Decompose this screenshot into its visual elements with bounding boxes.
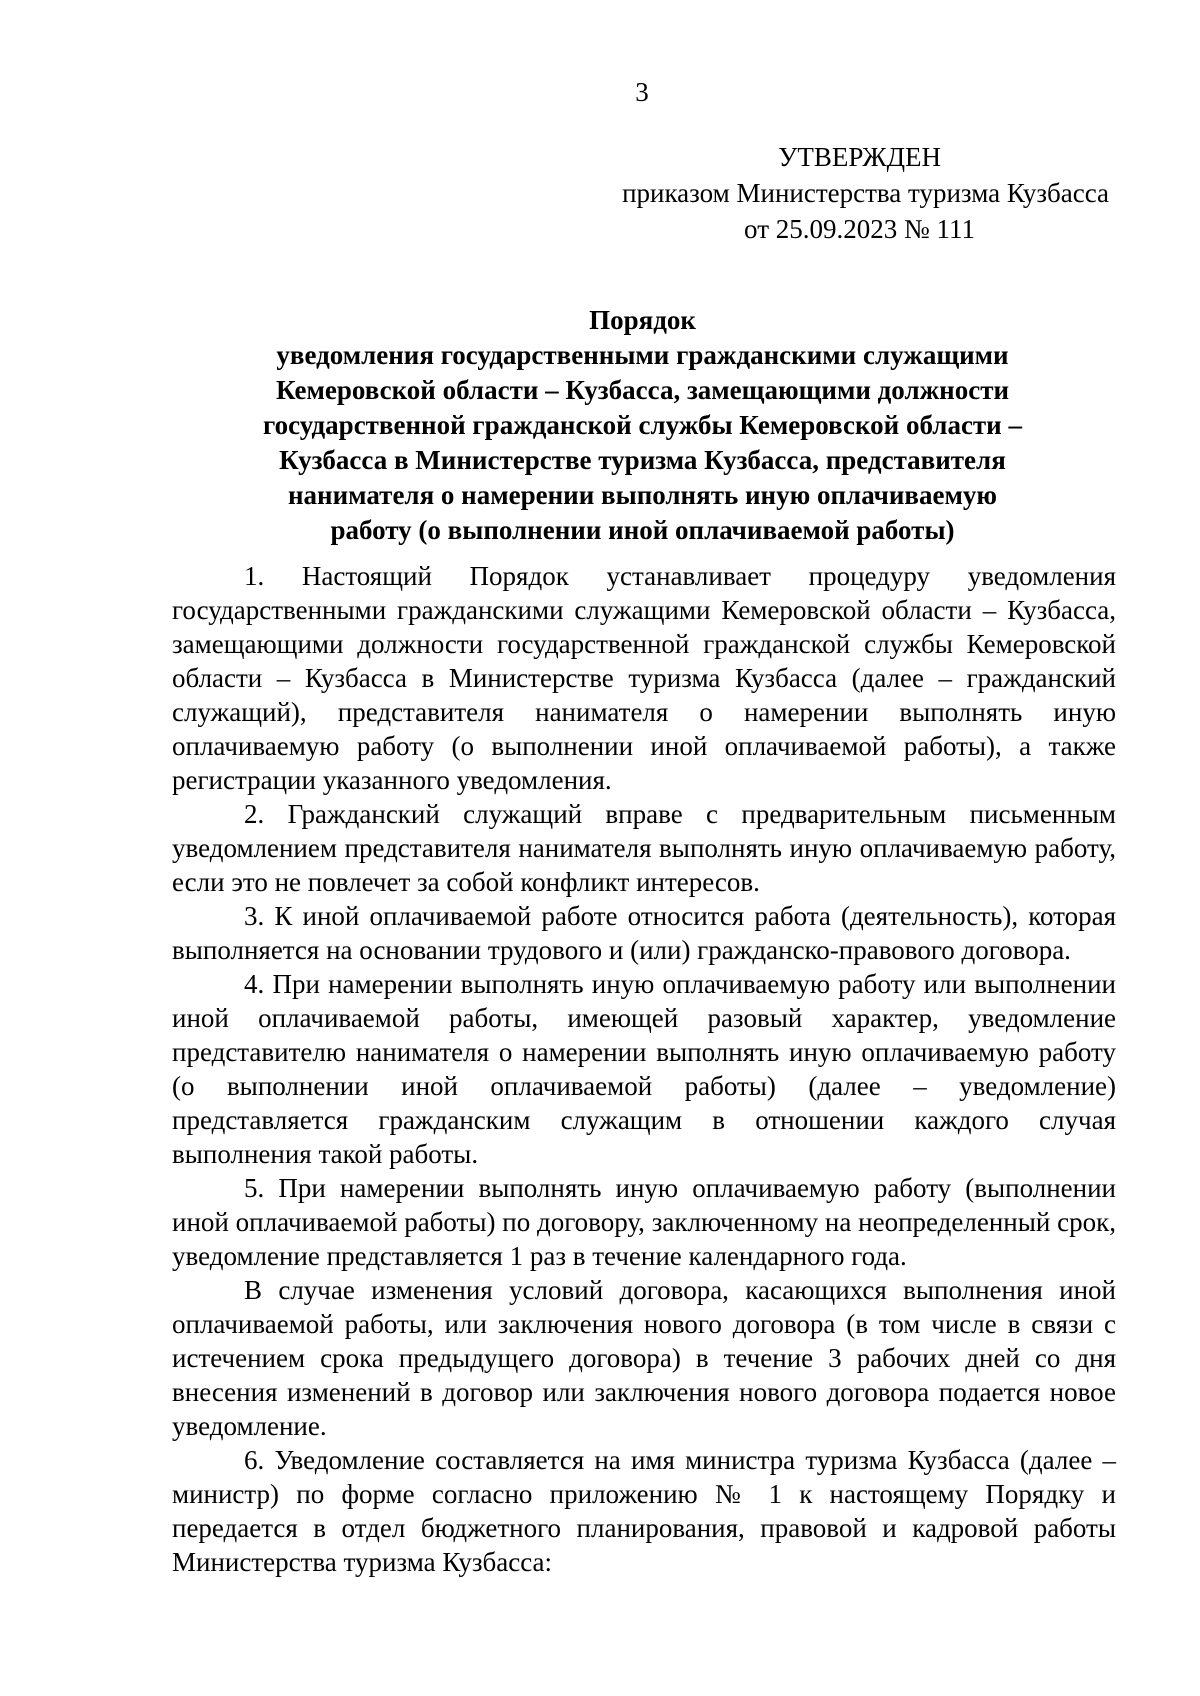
title-line: уведомления государственными гражданскими служащими (276, 340, 1009, 370)
approval-stamp (0, 139, 1115, 247)
title-line: работу (о выполнении иной оплачиваемой работы) (330, 515, 955, 545)
paragraph-1: 1. Настоящий Порядок устанавливает процедуру уведомления государственными гражданскими служащими Кемеровской области – Кузбасса, замещающими должности государственной гражданской службы Кемеровской области – Кузбасса в Министерстве туризма Кузбасса (далее – гражданский служащий), представителя нанимателя о намерении выполнять иную оплачиваемую работу (о выполнении иной оплачиваемой работы), а также регистрации указанного уведомления. (172, 561, 1116, 795)
title-line: Кузбасса в Министерстве туризма Кузбасса, представителя (279, 445, 1006, 475)
title-line: Порядок (589, 305, 696, 335)
document-title (170, 303, 1115, 548)
approval-order: приказом Министерства туризма Кузбасса (622, 178, 1109, 208)
title-line: Кемеровской области – Кузбасса, замещающими должности (275, 375, 1010, 405)
approval-date: от 25.09.2023 № 111 (744, 214, 975, 244)
document-body (172, 559, 1116, 1579)
title-line: государственной гражданской службы Кемеровской области – (263, 410, 1022, 440)
page-number: 3 (635, 77, 649, 107)
paragraph-3: 3. К иной оплачиваемой работе относится работа (деятельность), которая выполняется на основании трудового и (или) гражданско-правового договора. (172, 901, 1116, 965)
approval-heading: УТВЕРЖДЕН (778, 142, 941, 172)
paragraph-5: 5. При намерении выполнять иную оплачиваемую работу (выполнении иной оплачиваемой работы) по договору, заключенному на неопределенный срок, уведомление представляется 1 раз в течение календарного года. (172, 1173, 1116, 1271)
paragraph-5-continued: В случае изменения условий договора, касающихся выполнения иной оплачиваемой работы, или заключения нового договора (в том числе в связи с истечением срока предыдущего договора) в течение 3 рабочих дней со дня внесения изменений в договор или заключения нового договора подается новое уведомление. (172, 1275, 1116, 1441)
paragraph-6: 6. Уведомление составляется на имя министра туризма Кузбасса (далее – министр) по форме согласно приложению № 1 к настоящему Порядку и передается в отдел бюджетного планирования, правовой и кадровой работы Министерства туризма Кузбасса: (172, 1445, 1116, 1577)
paragraph-2: 2. Гражданский служащий вправе с предварительным письменным уведомлением представителя нанимателя выполнять иную оплачиваемую работу, если это не повлечет за собой конфликт интересов. (172, 799, 1116, 897)
title-line: нанимателя о намерении выполнять иную оплачиваемую (288, 480, 997, 510)
paragraph-4: 4. При намерении выполнять иную оплачиваемую работу или выполнении иной оплачиваемой работы, имеющей разовый характер, уведомление представителю нанимателя о намерении выполнять иную оплачиваемую работу (о выполнении иной оплачиваемой работы) (далее – уведомление) представляется гражданским служащим в отношении каждого случая выполнения такой работы. (172, 969, 1116, 1169)
